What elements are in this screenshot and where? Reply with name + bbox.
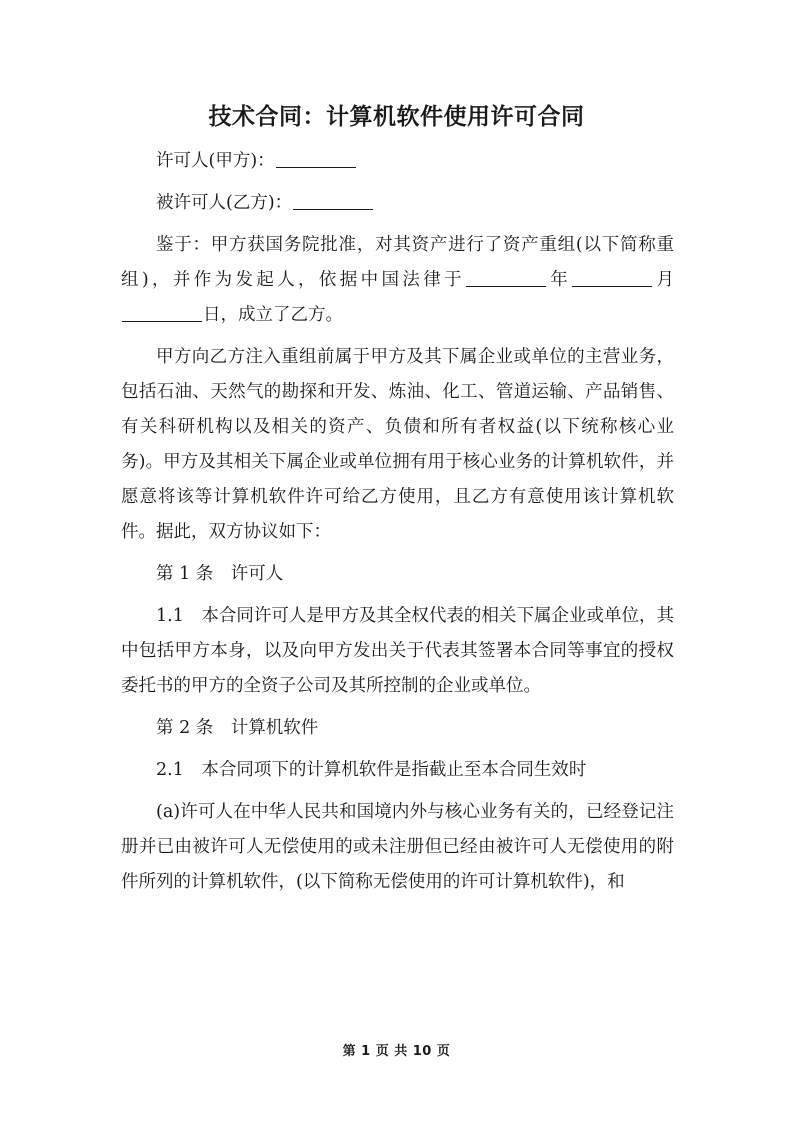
licensee-blank bbox=[293, 192, 373, 211]
licensor-blank bbox=[276, 150, 356, 169]
clause-1-1: 1.1 本合同许可人是甲方及其全权代表的相关下属企业或单位，其中包括甲方本身，以及向甲方发出关于代表其签署本合同等事宜的授权委托书的甲方的全资子公司及其所控制的企业或单位。 bbox=[121, 606, 674, 696]
page-footer: 第 1 页 共 10 页 bbox=[342, 1044, 451, 1059]
licensee-line bbox=[121, 186, 674, 221]
day-tail: 日，成立了乙方。 bbox=[203, 305, 343, 325]
article-2-heading: 第 2 条 计算机软件 bbox=[156, 718, 319, 738]
recital-text: 鉴于：甲方获国务院批准，对其资产进行了资产重组(以下简称重组)，并作为发起人，依据中国法律于 bbox=[121, 235, 674, 290]
recital-paragraph bbox=[121, 228, 674, 333]
licensee-label: 被许可人(乙方)： bbox=[156, 193, 293, 213]
document-title: 技术合同：计算机软件使用许可合同 bbox=[208, 103, 585, 130]
day-blank bbox=[122, 304, 202, 323]
month-label: 月 bbox=[653, 270, 675, 290]
year-label: 年 bbox=[546, 270, 572, 290]
licensor-line bbox=[121, 144, 674, 179]
year-blank bbox=[466, 269, 546, 288]
document-body bbox=[121, 144, 674, 907]
article-1-heading: 第 1 条 许可人 bbox=[156, 564, 284, 584]
clause-2-1: 2.1 本合同项下的计算机软件是指截止至本合同生效时 bbox=[156, 760, 587, 780]
clause-a: (a)许可人在中华人民共和国境内外与核心业务有关的，已经登记注册并已由被许可人无偿使用的或未注册但已经由被许可人无偿使用的附件所列的计算机软件，(以下简称无偿使用的许可计算机软件)，和 bbox=[121, 802, 674, 892]
licensor-label: 许可人(甲方)： bbox=[156, 151, 275, 171]
business-paragraph: 甲方向乙方注入重组前属于甲方及其下属企业或单位的主营业务，包括石油、天然气的勘探和开发、炼油、化工、管道运输、产品销售、有关科研机构以及相关的资产、负债和所有者权益(以下统称核心业务)。甲方及其相关下属企业或单位拥有用于核心业务的计算机软件，并愿意将该等计算机软件许可给乙方使用，且乙方有意使用该计算机软件。据此，双方协议如下： bbox=[121, 347, 674, 542]
month-blank bbox=[572, 269, 652, 288]
